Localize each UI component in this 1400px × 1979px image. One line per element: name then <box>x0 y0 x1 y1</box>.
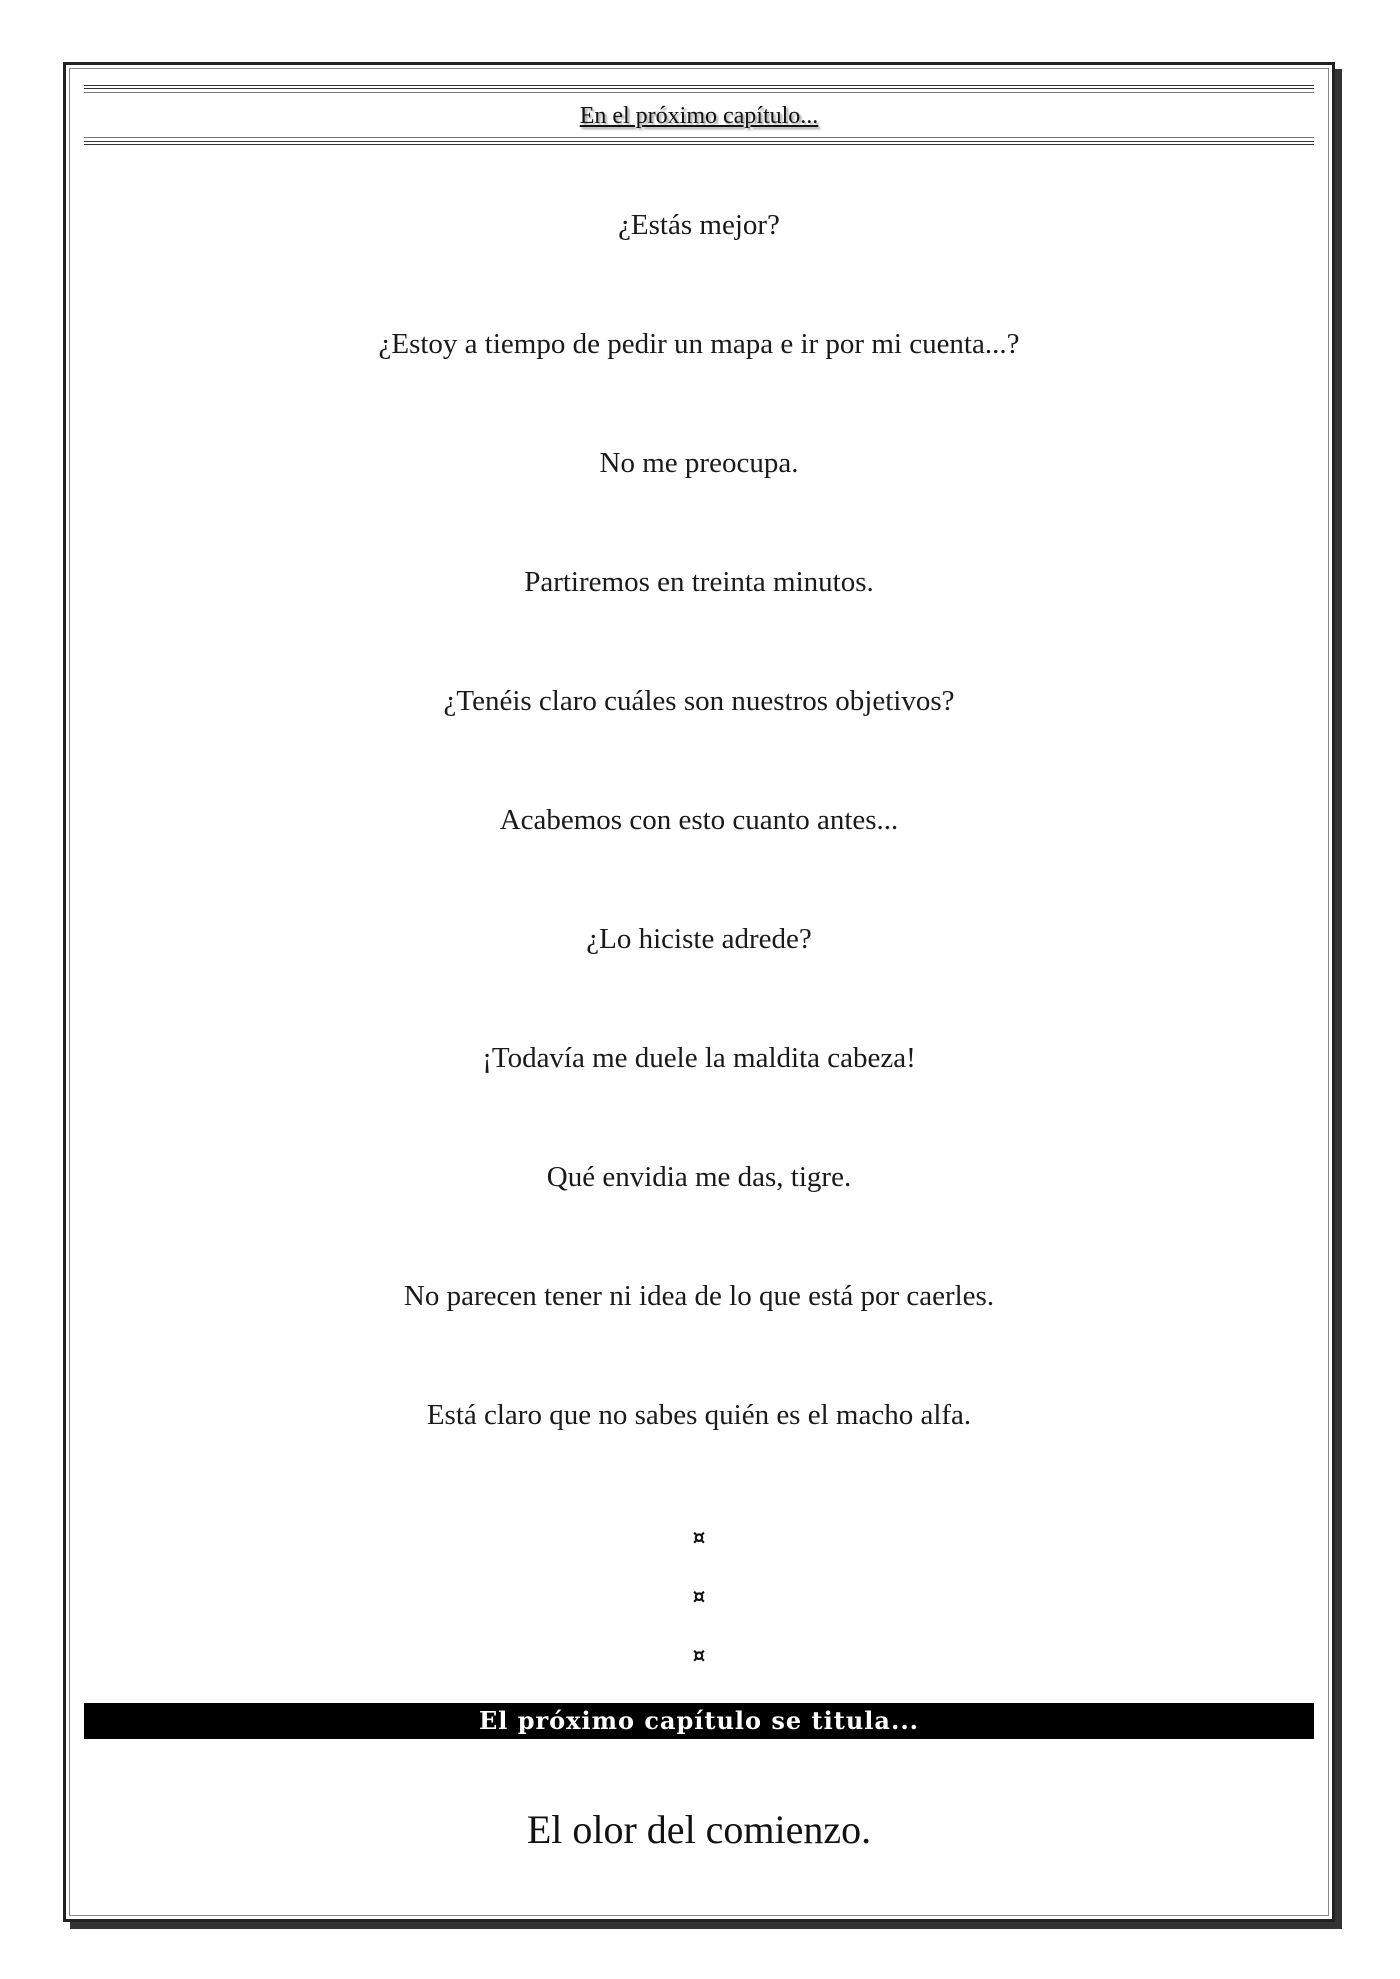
next-chapter-bar: El próximo capítulo se titula... <box>84 1703 1314 1739</box>
dialogue-line: Está claro que no sabes quién es el macho alfa. <box>426 1399 972 1431</box>
ornament-icon: ¤ <box>692 1525 706 1549</box>
dialogue-lines <box>66 205 1332 1514</box>
section-ornaments <box>66 1525 1332 1702</box>
dialogue-line: ¿Estoy a tiempo de pedir un mapa e ir por mi cuenta...? <box>378 328 1020 360</box>
page-frame <box>63 62 1335 1922</box>
dialogue-line: No parecen tener ni idea de lo que está por caerles. <box>403 1280 995 1312</box>
header-title: En el próximo capítulo... <box>579 103 819 129</box>
dialogue-line: ¿Tenéis claro cuáles son nuestros objetivos? <box>443 685 955 717</box>
dialogue-line: Partiremos en treinta minutos. <box>524 566 874 598</box>
next-chapter-title: El olor del comienzo. <box>526 1807 872 1852</box>
ornament-icon: ¤ <box>692 1584 706 1608</box>
dialogue-line: Acabemos con esto cuanto antes... <box>499 804 899 836</box>
dialogue-line: ¿Lo hiciste adrede? <box>586 923 812 955</box>
dialogue-line: ¡Todavía me duele la maldita cabeza! <box>482 1042 916 1074</box>
ornament-icon: ¤ <box>692 1643 706 1667</box>
header-band <box>84 85 1314 145</box>
dialogue-line: ¿Estás mejor? <box>618 209 780 241</box>
dialogue-line: No me preocupa. <box>599 447 799 479</box>
dialogue-line: Qué envidia me das, tigre. <box>546 1161 852 1193</box>
